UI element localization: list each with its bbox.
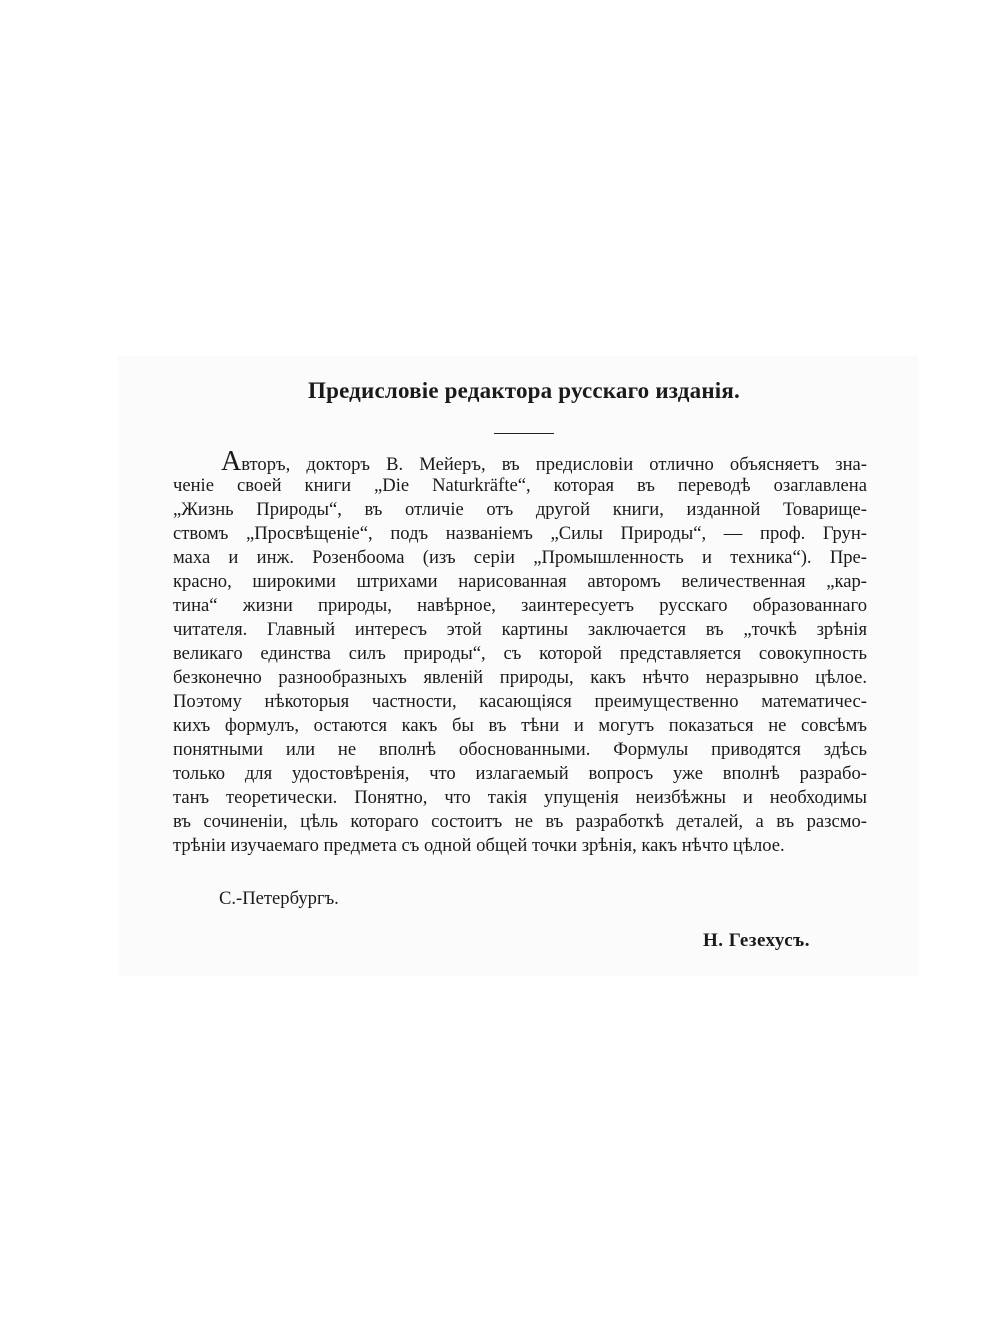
preface-paragraph — [173, 446, 867, 858]
text-line: маха и инж. Розенбоома (изъ серіи „Промышленность и техника“). Пре- — [173, 547, 867, 568]
text-line: понятными или не вполнѣ обоснованными. Формулы приводятся здѣсь — [173, 739, 867, 760]
drop-cap: А — [221, 446, 242, 477]
text-line: красно, широкими штрихами нарисованная авторомъ величественная „кар- — [173, 571, 867, 592]
text-line: Авторъ, докторъ В. Мейеръ, въ предисловіи отлично объясняетъ зна- — [221, 446, 867, 477]
text-line: тина“ жизни природы, навѣрное, заинтересуетъ русскаго образованнаго — [173, 595, 867, 616]
author-signature: Н. Гезехусъ. — [703, 930, 810, 951]
text-line: танъ теоретически. Понятно, что такія упущенія неизбѣжны и необходимы — [173, 787, 867, 808]
text-line: ствомъ „Просвѣщеніе“, подъ названіемъ „Силы Природы“, — проф. Грун- — [173, 523, 867, 544]
page-title: Предисловіе редактора русскаго изданія. — [308, 378, 740, 403]
text-line: безконечно разнообразныхъ явленій природы, какъ нѣчто неразрывно цѣлое. — [173, 667, 867, 688]
text-line: трѣніи изучаемаго предмета съ одной общей точки зрѣнія, какъ нѣчто цѣлое. — [173, 835, 785, 856]
text-line: только для удостовѣренія, что излагаемый вопросъ уже вполнѣ разрабо- — [173, 763, 867, 784]
title-divider — [494, 433, 554, 434]
text-line: читателя. Главный интересъ этой картины заключается въ „точкѣ зрѣнія — [173, 619, 867, 640]
text-line: великаго единства силъ природы“, съ которой представляется совокупность — [173, 643, 867, 664]
text-line: кихъ формулъ, остаются какъ бы въ тѣни и могутъ показаться не совсѣмъ — [173, 715, 867, 736]
text-line: ченіе своей книги „Die Naturkräfte“, которая въ переводѣ озаглавлена — [173, 475, 867, 496]
text-line: „Жизнь Природы“, въ отличіе отъ другой книги, изданной Товарище- — [173, 499, 867, 520]
place-line: С.-Петербургъ. — [219, 888, 339, 909]
text-line: въ сочиненіи, цѣль котораго состоитъ не въ разработкѣ деталей, а въ разсмо- — [173, 811, 867, 832]
text-line: Поэтому нѣкоторыя частности, касающіяся преимущественно математичес- — [173, 691, 867, 712]
